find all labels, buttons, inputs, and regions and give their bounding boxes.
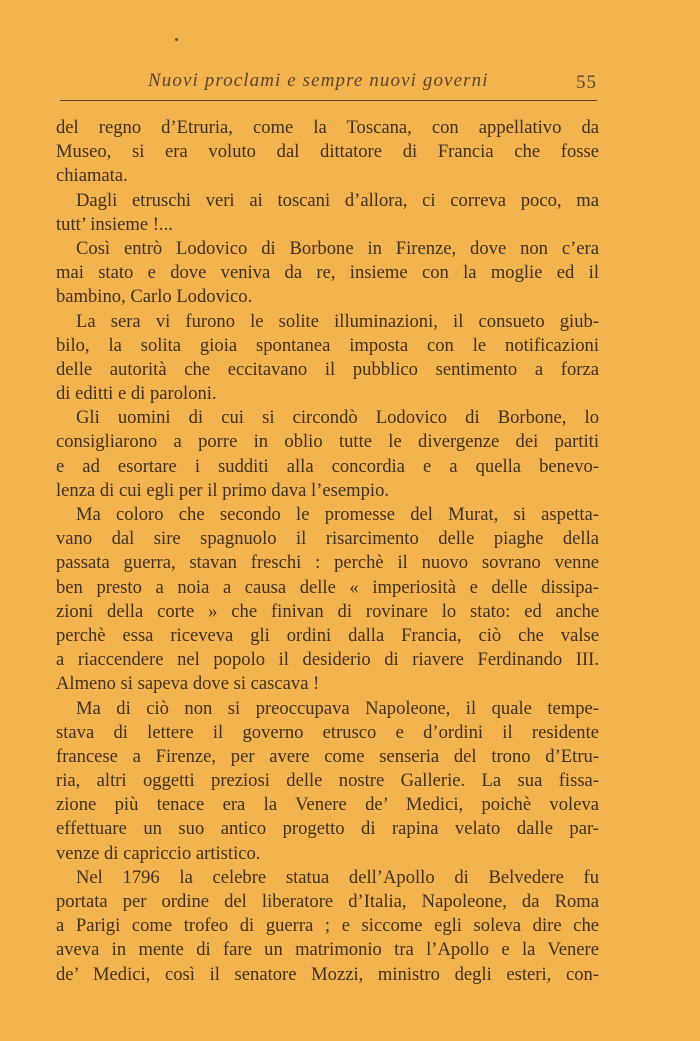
text-line: mai stato e dove veniva da re, insieme con la moglie ed il xyxy=(56,262,599,284)
text-line: de’ Medici, così il senatore Mozzi, ministro degli esteri, con- xyxy=(56,963,599,985)
text-line: Ma di ciò non si preoccupava Napoleone, il quale tempe- xyxy=(76,697,599,719)
text-line: aveva in mente di fare un matrimonio tra l’Apollo e la Venere xyxy=(56,939,599,961)
text-line: Almeno si sapeva dove si cascava ! xyxy=(56,673,320,695)
text-line: vano dal sire spagnuolo il risarcimento delle piaghe della xyxy=(56,528,599,550)
text-line: a riaccendere nel popolo il desiderio di riavere Ferdinando III. xyxy=(56,649,599,671)
text-line: zione più tenace era la Venere de’ Medici, poichè voleva xyxy=(56,794,599,816)
text-line: chiamata. xyxy=(56,165,128,187)
running-title: Nuovi proclami e sempre nuovi governi xyxy=(148,70,489,91)
text-line: di editti e di paroloni. xyxy=(56,383,217,405)
text-line: a Parigi come trofeo di guerra ; e siccome egli soleva dire che xyxy=(56,915,599,937)
text-line: Così entrò Lodovico di Borbone in Firenze, dove non c’era xyxy=(76,237,599,259)
text-line: Nel 1796 la celebre statua dell’Apollo di Belvedere fu xyxy=(76,866,599,888)
text-line: del regno d’Etruria, come la Toscana, con appellativo da xyxy=(56,117,599,138)
text-line: zioni della corte » che finivan di rovinare lo stato: ed anche xyxy=(56,600,599,622)
ink-speck xyxy=(175,38,178,41)
text-line: ria, altri oggetti preziosi delle nostre Gallerie. La sua fissa- xyxy=(56,770,599,792)
text-line: ben presto a noia a causa delle « imperiosità e delle dissipa- xyxy=(56,576,599,598)
text-line: passata guerra, stavan freschi : perchè il nuovo sovrano venne xyxy=(56,552,599,574)
text-line: portata per ordine del liberatore d’Italia, Napoleone, da Roma xyxy=(56,891,599,912)
text-line: bambino, Carlo Lodovico. xyxy=(56,286,253,308)
text-line: stava di lettere il governo etrusco e d’ordini il residente xyxy=(56,721,599,743)
text-line: lenza di cui egli per il primo dava l’esempio. xyxy=(56,479,390,501)
text-line: La sera vi furono le solite illuminazioni, il consueto giub- xyxy=(76,310,599,332)
text-line: effettuare un suo antico progetto di rapina velato dalle par- xyxy=(56,818,599,840)
text-line: Dagli etruschi veri ai toscani d’allora, ci correva poco, ma xyxy=(76,189,599,211)
text-line: Museo, si era voluto dal dittatore di Francia che fosse xyxy=(56,141,599,163)
text-line: bilo, la solita gioia spontanea imposta con le notificazioni xyxy=(56,334,599,356)
text-line: Ma coloro che secondo le promesse del Murat, si aspetta- xyxy=(76,504,599,525)
body-text xyxy=(56,116,599,987)
header-rule xyxy=(60,100,597,101)
text-line: francese a Firenze, per avere come senseria del trono d’Etru- xyxy=(56,745,599,767)
text-line: venze di capriccio artistico. xyxy=(56,842,261,864)
text-line: consigliarono a porre in oblio tutte le divergenze dei partiti xyxy=(56,431,599,453)
page-header xyxy=(60,68,597,100)
text-line: delle autorità che eccitavano il pubblico sentimento a forza xyxy=(56,358,599,380)
text-line: e ad esortare i sudditi alla concordia e a quella benevo- xyxy=(56,455,599,477)
page-number: 55 xyxy=(576,72,597,93)
text-line: tutt’ insieme !... xyxy=(56,213,173,235)
text-line: Gli uomini di cui si circondò Lodovico di Borbone, lo xyxy=(76,407,599,429)
text-line: perchè essa riceveva gli ordini dalla Francia, ciò che valse xyxy=(56,624,599,646)
